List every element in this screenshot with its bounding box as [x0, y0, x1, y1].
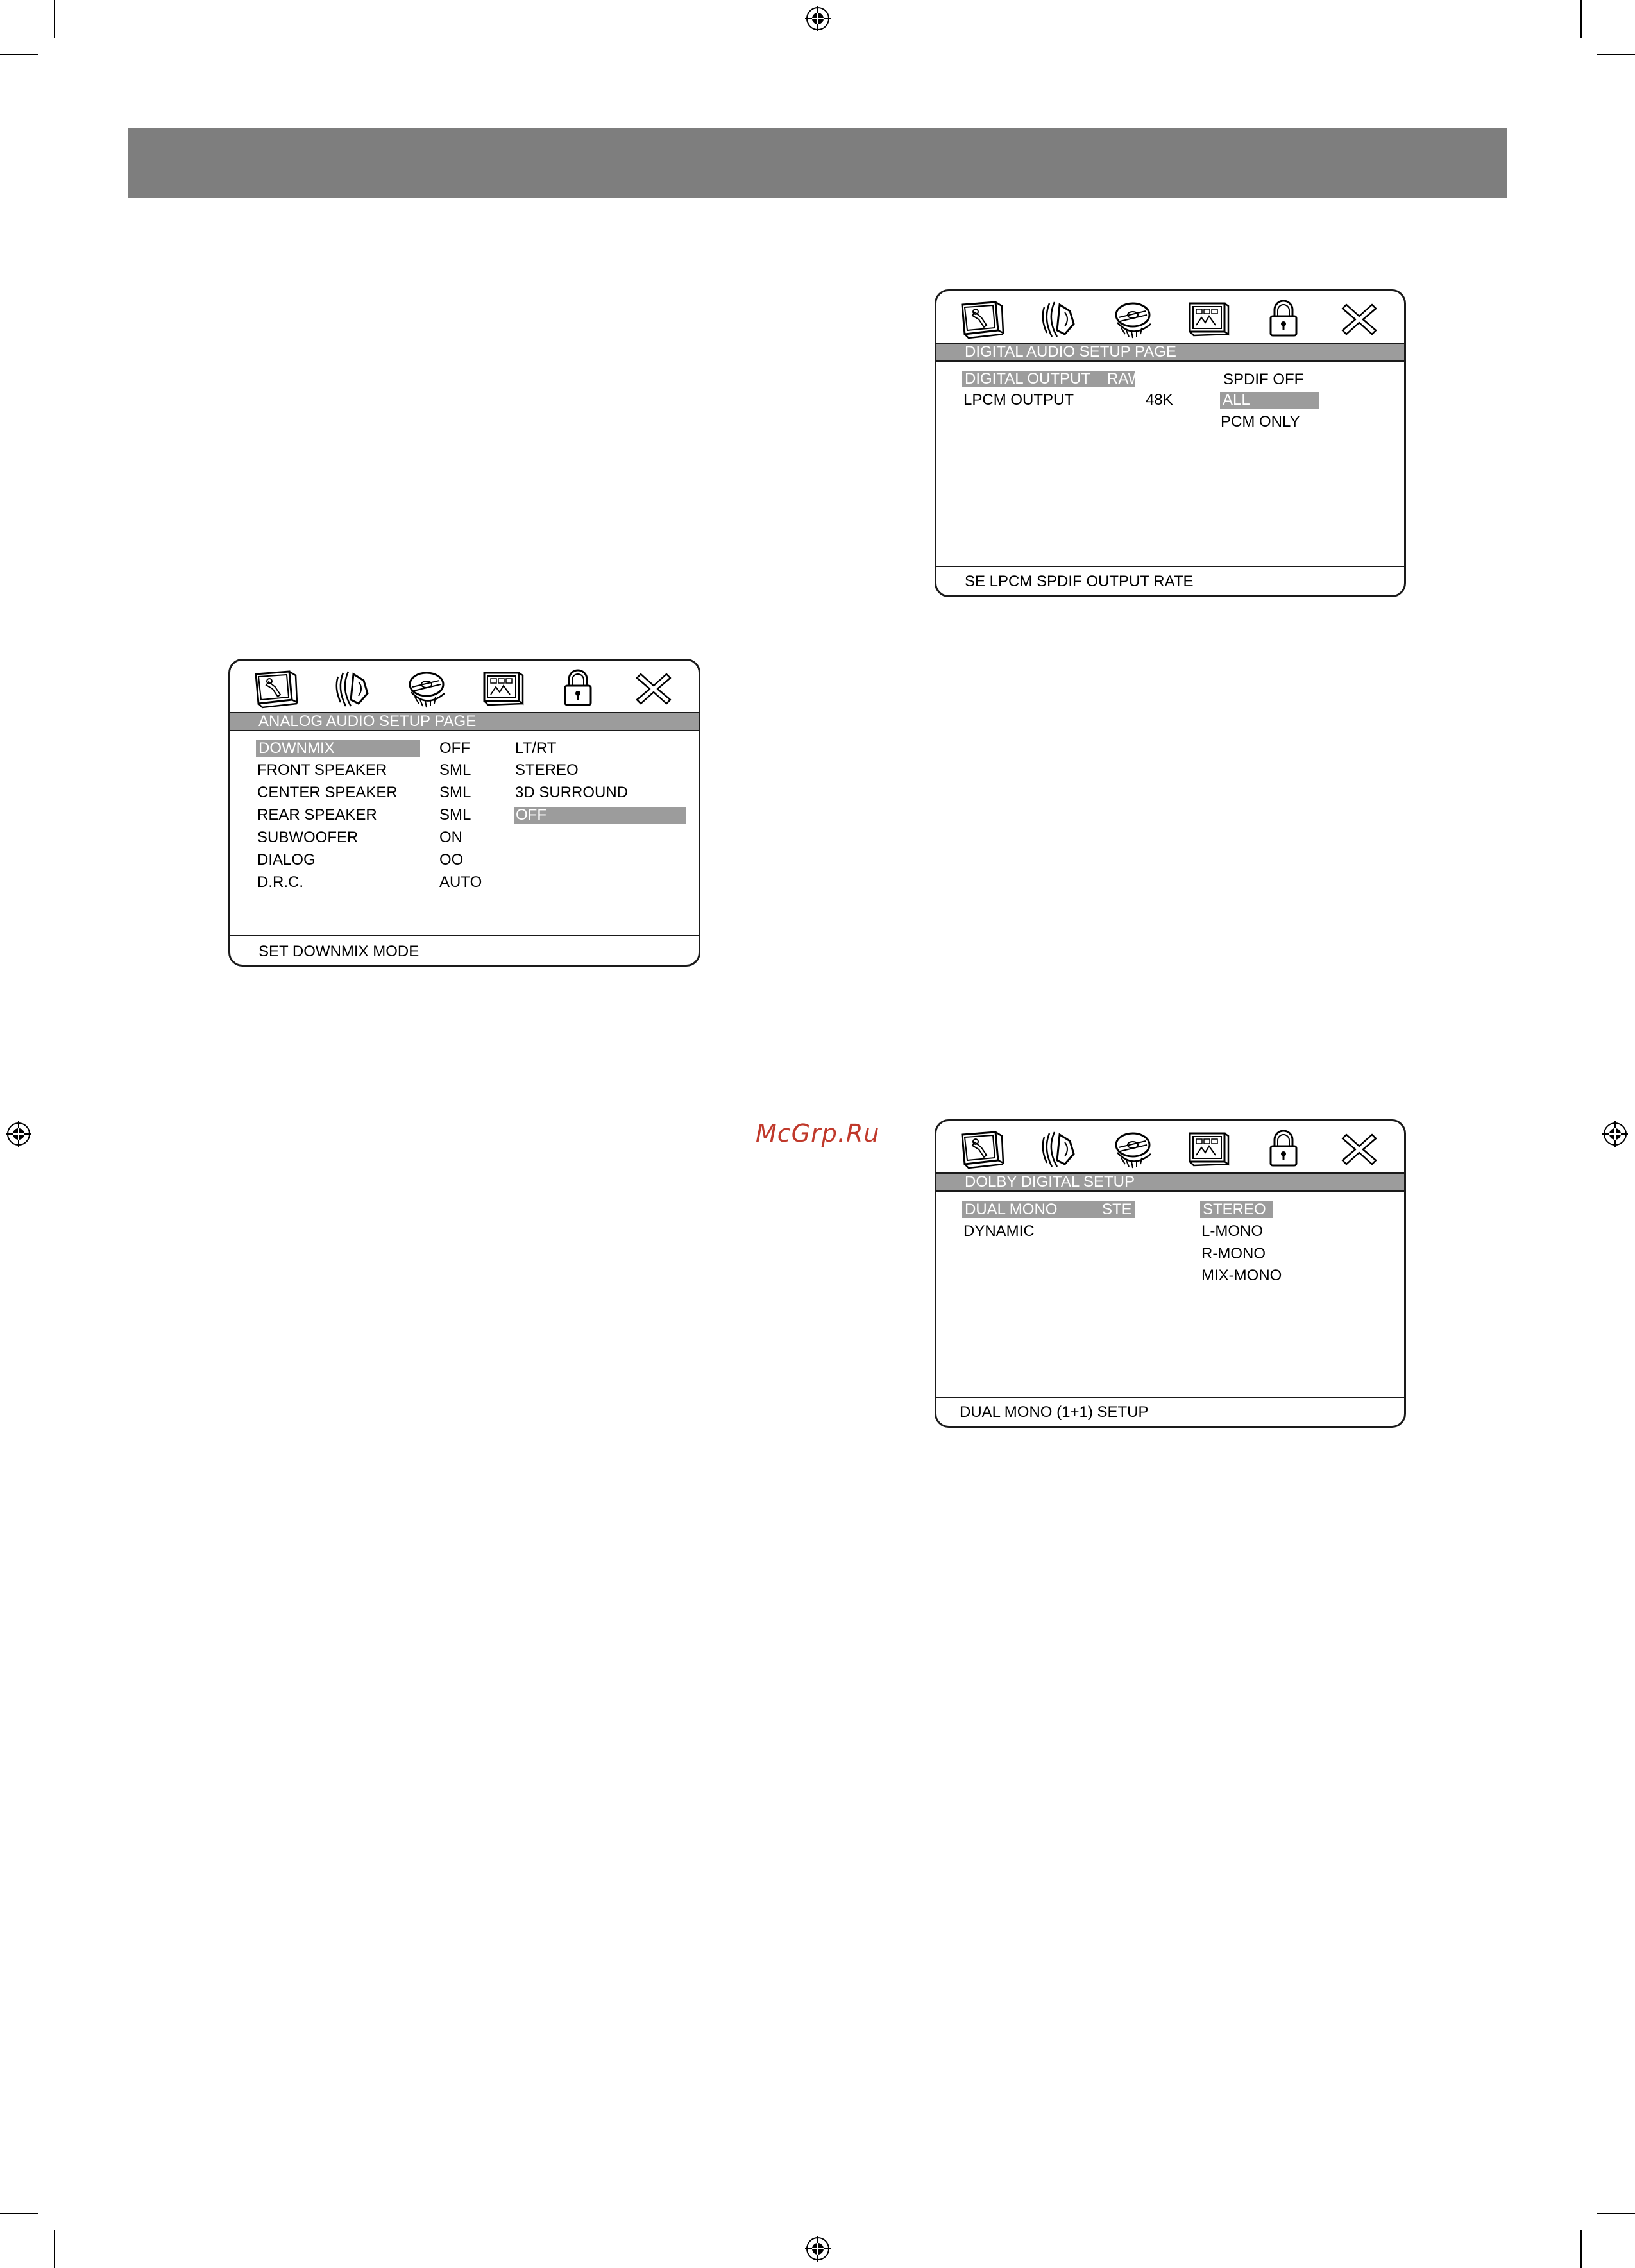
option-item[interactable]: ALL — [1220, 392, 1319, 409]
menu-item-value[interactable]: AUTO — [439, 874, 482, 891]
tv-wrench-icon[interactable] — [956, 298, 1007, 341]
option-item[interactable]: MIX-MONO — [1201, 1267, 1282, 1284]
dolby-digital-setup-panel — [935, 1119, 1406, 1428]
watermark: McGrp.Ru — [756, 1119, 880, 1147]
lock-icon[interactable] — [1258, 1128, 1309, 1171]
picture-icon[interactable] — [477, 668, 528, 710]
menu-item-label[interactable]: FRONT SPEAKER — [257, 761, 387, 779]
panel-title: ANALOG AUDIO SETUP PAGE — [258, 713, 477, 730]
option-item[interactable]: R-MONO — [1201, 1245, 1266, 1262]
registration-mark-icon — [805, 6, 831, 31]
crop-mark — [54, 0, 55, 38]
panel-title-bar — [936, 343, 1404, 362]
option-item[interactable]: STEREO — [515, 761, 579, 779]
footer-divider — [936, 566, 1404, 567]
menu-item-value[interactable]: SML — [439, 806, 471, 824]
option-item[interactable]: SPDIF OFF — [1223, 371, 1304, 388]
speaker-audio-icon[interactable] — [1031, 1128, 1083, 1171]
disc-icon[interactable] — [401, 668, 452, 710]
speaker-audio-icon[interactable] — [325, 668, 377, 710]
panel-footer: DUAL MONO (1+1) SETUP — [960, 1403, 1149, 1421]
menu-icon-bar — [250, 666, 679, 712]
close-icon[interactable] — [1334, 1128, 1385, 1171]
crop-mark — [1597, 54, 1635, 55]
analog-audio-setup-panel — [228, 659, 700, 967]
footer-divider — [230, 935, 699, 936]
option-item[interactable]: L-MONO — [1201, 1223, 1263, 1240]
menu-item-label[interactable]: DIGITAL OUTPUT — [962, 371, 1093, 387]
panel-footer: SET DOWNMIX MODE — [258, 943, 419, 960]
close-icon[interactable] — [628, 668, 679, 710]
disc-icon[interactable] — [1107, 1128, 1158, 1171]
menu-item-label[interactable]: DOWNMIX — [256, 740, 420, 757]
option-item[interactable]: PCM ONLY — [1221, 413, 1300, 430]
menu-icon-bar — [956, 296, 1385, 343]
panel-title-bar — [936, 1172, 1404, 1192]
crop-mark — [1580, 0, 1582, 38]
tv-wrench-icon[interactable] — [250, 668, 301, 710]
digital-audio-setup-panel — [935, 289, 1406, 597]
lock-icon[interactable] — [552, 668, 604, 710]
picture-icon[interactable] — [1182, 298, 1233, 341]
speaker-audio-icon[interactable] — [1031, 298, 1083, 341]
panel-footer: SE LPCM SPDIF OUTPUT RATE — [965, 573, 1194, 590]
close-icon[interactable] — [1334, 298, 1385, 341]
tv-wrench-icon[interactable] — [956, 1128, 1007, 1171]
option-item[interactable]: 3D SURROUND — [515, 784, 629, 801]
panel-title: DOLBY DIGITAL SETUP — [965, 1173, 1135, 1190]
menu-item-value[interactable]: OO — [439, 851, 464, 868]
registration-mark-icon — [805, 2236, 831, 2262]
crop-mark — [0, 54, 38, 55]
menu-item-label[interactable]: REAR SPEAKER — [257, 806, 377, 824]
menu-item-label[interactable]: CENTER SPEAKER — [257, 784, 398, 801]
crop-mark — [0, 2213, 38, 2214]
menu-item-value[interactable]: STE — [1093, 1201, 1135, 1218]
crop-mark — [1597, 2213, 1635, 2214]
menu-item-label[interactable]: DUAL MONO — [962, 1201, 1093, 1218]
option-item[interactable]: OFF — [514, 807, 686, 824]
menu-item-label[interactable]: DYNAMIC — [963, 1223, 1035, 1240]
menu-item-label[interactable]: DIALOG — [257, 851, 316, 868]
menu-item-label[interactable]: LPCM OUTPUT — [963, 391, 1074, 409]
menu-item-value[interactable]: SML — [439, 761, 471, 779]
crop-mark — [1580, 2230, 1582, 2268]
menu-item-value[interactable]: OFF — [439, 740, 470, 757]
footer-divider — [936, 1397, 1404, 1398]
panel-title-bar — [230, 712, 699, 731]
menu-item-label[interactable]: D.R.C. — [257, 874, 303, 891]
menu-icon-bar — [956, 1126, 1385, 1172]
option-item[interactable]: LT/RT — [515, 740, 557, 757]
registration-mark-icon — [1602, 1121, 1628, 1147]
crop-mark — [54, 2230, 55, 2268]
disc-icon[interactable] — [1107, 298, 1158, 341]
menu-item-value[interactable]: 48K — [1146, 391, 1173, 409]
menu-item-label[interactable]: SUBWOOFER — [257, 829, 359, 846]
registration-mark-icon — [6, 1121, 31, 1147]
lock-icon[interactable] — [1258, 298, 1309, 341]
panel-title: DIGITAL AUDIO SETUP PAGE — [965, 343, 1176, 360]
menu-item-value[interactable]: RAW — [1093, 371, 1135, 387]
menu-item-value[interactable]: SML — [439, 784, 471, 801]
option-item[interactable]: STEREO — [1200, 1201, 1273, 1218]
header-banner — [128, 128, 1507, 198]
picture-icon[interactable] — [1182, 1128, 1233, 1171]
menu-item-value[interactable]: ON — [439, 829, 462, 846]
